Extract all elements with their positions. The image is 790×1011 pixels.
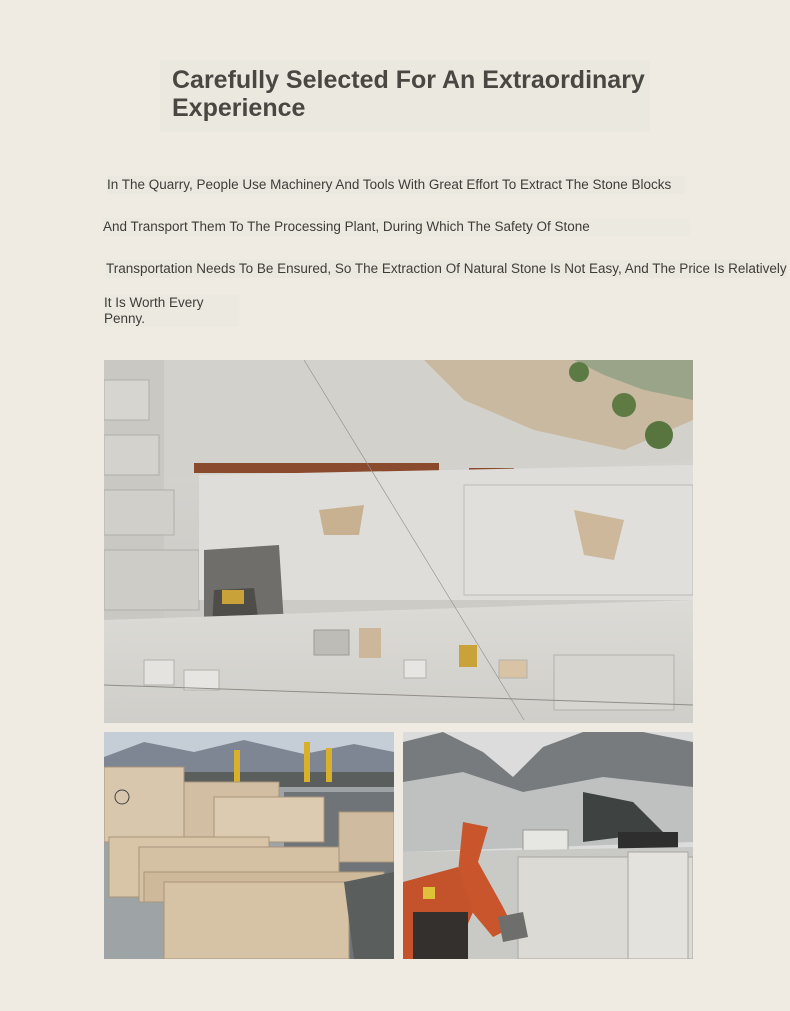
stone-blocks-image [104, 732, 394, 959]
description-line-3: Transportation Needs To Be Ensured, So The Extraction Of Natural Stone Is Not Easy, And The Price Is Relatively [106, 261, 787, 276]
description-line-2: And Transport Them To The Processing Plant, During Which The Safety Of Stone [103, 218, 690, 236]
marble-quarry-image [104, 360, 693, 723]
excavator-quarry-illustration [403, 732, 693, 959]
description-line-1: In The Quarry, People Use Machinery And Tools With Great Effort To Extract The Stone Blocks [107, 176, 685, 194]
stone-blocks-illustration [104, 732, 394, 959]
description-line-4: It Is Worth Every Penny. [104, 295, 239, 327]
excavator-quarry-image [403, 732, 693, 959]
marble-quarry-illustration [104, 360, 693, 723]
page-title: Carefully Selected For An Extraordinary Experience [172, 66, 645, 122]
